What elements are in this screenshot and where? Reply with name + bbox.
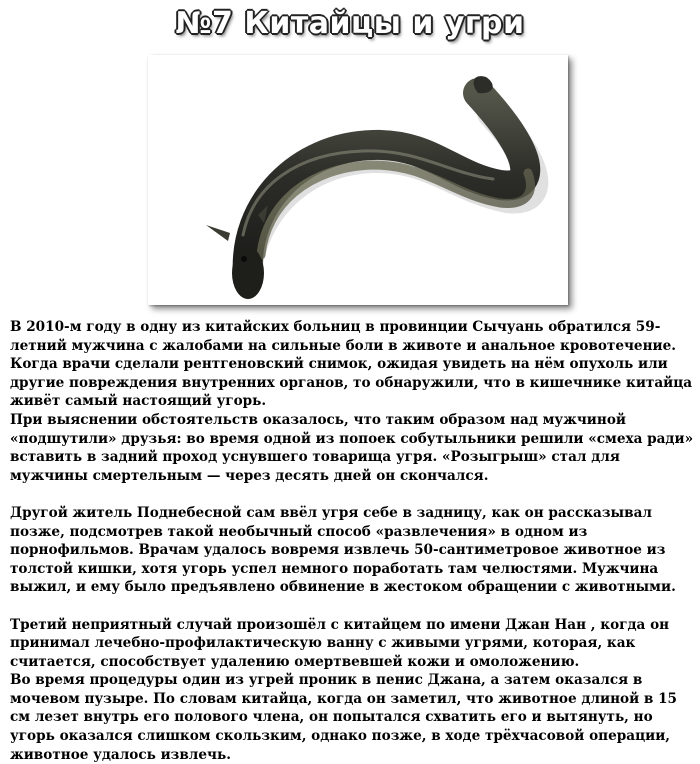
paragraph-4: Третий неприятный случай произошёл с китайцем по имени Джан Нан , когда он принимал лечебно-профилактическую ванну с живыми угрями, которая, как считается, способствует удалению омертвевшей кожи и омоложению.	[10, 616, 670, 670]
paragraph-1: В 2010-м году в одну из китайских больниц в провинции Сычуань обратился 59-летний мужчина с жалобами на сильные боли в животе и анальное кровотечение. Когда врачи сделали рентгеновский снимок, ожидая увидеть на нём опухоль или другие повреждения внутренних органов, то обнаружили, что в кишечнике китайца живёт самый настоящий угорь.	[10, 319, 693, 410]
paragraph-5: Во время процедуры один из угрей проник в пенис Джана, а затем оказался в мочевом пузыре. По словам китайца, когда он заметил, что животное длиной в 15 см лезет внутрь его полового члена, он попытался схватить его и вытянуть, но угорь оказался слишком скользким, однако позже, в ходе трёхчасовой операции, животное удалось извлечь.	[10, 672, 678, 763]
paragraph-3: Другой житель Поднебесной сам ввёл угря себе в задницу, как он рассказывал позже, подсмотрев такой необычный способ «развлечения» в одном из порнофильмов. Врачам удалось вовремя извлечь 50-сантиметровое животное из толстой кишки, хотя угорь успел немного поработать там челюстями. Мужчина выжил, и ему было предъявлено обвинение в жестоком обращении с животными.	[10, 504, 676, 596]
article-body	[10, 318, 694, 764]
paragraph-2: При выяснении обстоятельств оказалось, что таким образом над мужчиной «подшутили» друзья: во время одной из попоек собутыльники решили «смеха ради» вставить в задний проход уснувшего товарища угря. «Розыгрыш» стал для мужчины смертельным — через десять дней он скончался.	[10, 411, 694, 484]
eel-photo	[148, 55, 568, 305]
page-title: №7 Китайцы и угри	[175, 6, 525, 41]
